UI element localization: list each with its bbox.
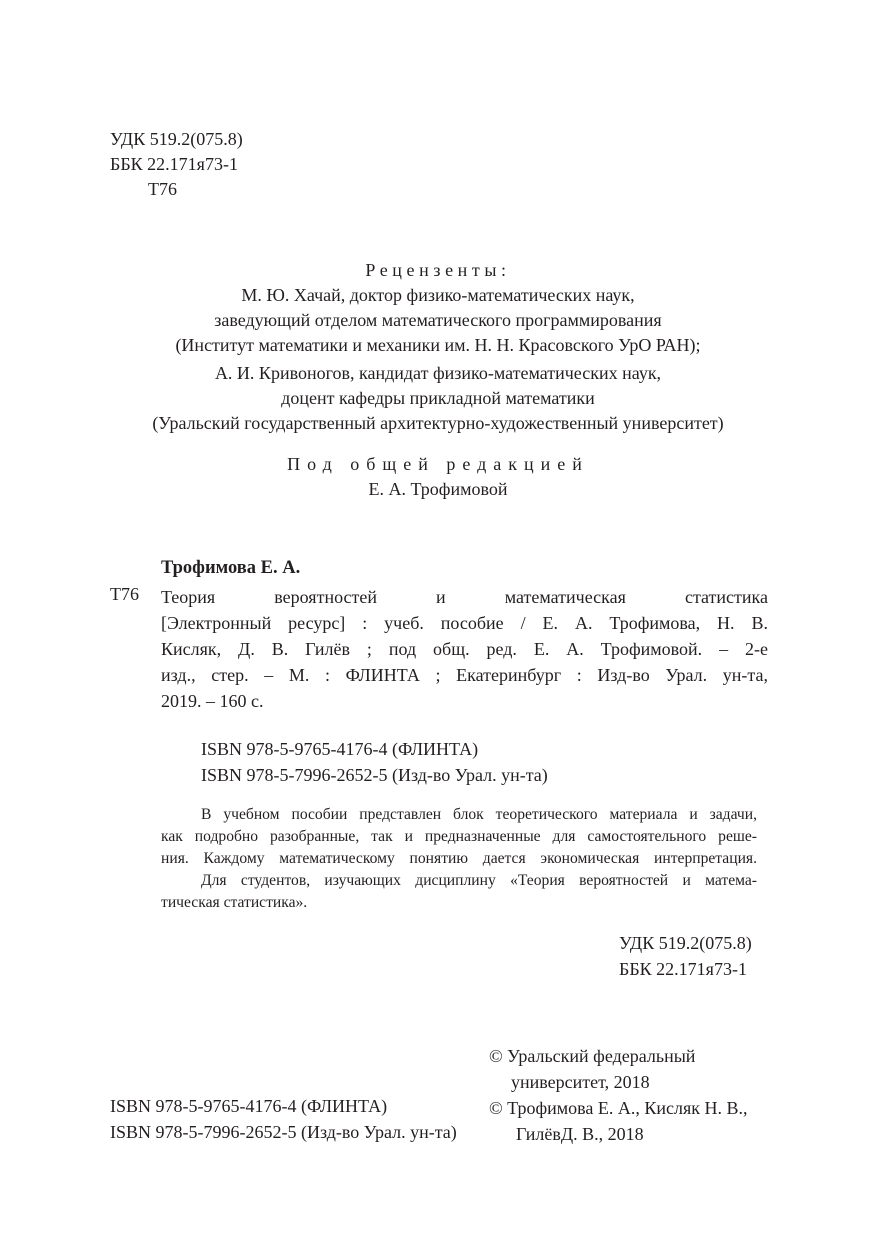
isbn-flinta-bottom: ISBN 978-5-9765-4176-4 (ФЛИНТА) — [110, 1096, 388, 1116]
copyright-line: © Уральский федеральный — [489, 1046, 696, 1066]
classification-top — [110, 127, 243, 202]
reviewer2-line: (Уральский государственный архитектурно-художественный университет) — [152, 413, 724, 433]
biblio-line: изд., стер. – М. : ФЛИНТА ; Екатеринбург : Изд-во Урал. ун-та, — [161, 665, 768, 685]
entry-code: Т76 — [110, 584, 139, 604]
abstract-line: В учебном пособии представлен блок теоретического материала и задачи, — [201, 806, 757, 823]
reviewer1-line: (Институт математики и механики им. Н. Н. Красовского УрО РАН); — [175, 335, 701, 355]
classification-bottom — [619, 930, 752, 982]
reviewers-section — [0, 258, 876, 436]
isbn-ural: ISBN 978-5-7996-2652-5 (Изд-во Урал. ун-та) — [201, 765, 548, 785]
bbk-code: ББК 22.171я73-1 — [110, 154, 238, 174]
reviewer2-line: доцент кафедры прикладной математики — [281, 388, 595, 408]
abstract — [161, 804, 757, 914]
editor-section — [0, 452, 876, 502]
abstract-line: тическая статистика». — [161, 894, 308, 911]
udk-code: УДК 519.2(075.8) — [110, 129, 243, 149]
entry-author: Трофимова Е. А. — [161, 558, 301, 578]
biblio-line: 2019. – 160 с. — [161, 691, 264, 711]
reviewers-heading: Рецензенты: — [365, 260, 511, 280]
biblio-line: Теория вероятностей и математическая статистика — [161, 587, 768, 607]
isbn-flinta: ISBN 978-5-9765-4176-4 (ФЛИНТА) — [201, 739, 479, 759]
reviewer1-line: заведующий отделом математического программирования — [214, 310, 662, 330]
copyright-line: © Трофимова Е. А., Кисляк Н. В., — [489, 1098, 748, 1118]
bibliographic-description — [161, 584, 768, 714]
bbk-code-bottom: ББК 22.171я73-1 — [619, 959, 747, 979]
editor-heading: Под общей редакцией — [287, 454, 589, 474]
copyright-line: университет, 2018 — [511, 1072, 650, 1092]
abstract-line: ния. Каждому математическому понятию дается экономическая интерпретация. — [161, 850, 757, 867]
reviewer1-line: М. Ю. Хачай, доктор физико-математических наук, — [241, 285, 635, 305]
copyright-line: ГилёвД. В., 2018 — [516, 1124, 644, 1144]
entry-isbn-block — [201, 736, 548, 788]
copyright-block — [489, 1043, 748, 1147]
biblio-line: Кисляк, Д. В. Гилёв ; под общ. ред. Е. А. Трофимовой. – 2-е — [161, 639, 768, 659]
udk-code-bottom: УДК 519.2(075.8) — [619, 933, 752, 953]
abstract-line: Для студентов, изучающих дисциплину «Теория вероятностей и матема- — [201, 872, 757, 889]
isbn-ural-bottom: ISBN 978-5-7996-2652-5 (Изд-во Урал. ун-та) — [110, 1122, 457, 1142]
abstract-line: как подробно разобранные, так и предназначенные для самостоятельного реше- — [161, 828, 757, 845]
reviewer2-line: А. И. Кривоногов, кандидат физико-математических наук, — [214, 363, 662, 383]
editor-name: Е. А. Трофимовой — [368, 479, 508, 499]
isbn-bottom-block — [110, 1093, 457, 1145]
author-mark: Т76 — [148, 179, 177, 199]
biblio-line: [Электронный ресурс] : учеб. пособие / Е. А. Трофимова, Н. В. — [161, 613, 768, 633]
